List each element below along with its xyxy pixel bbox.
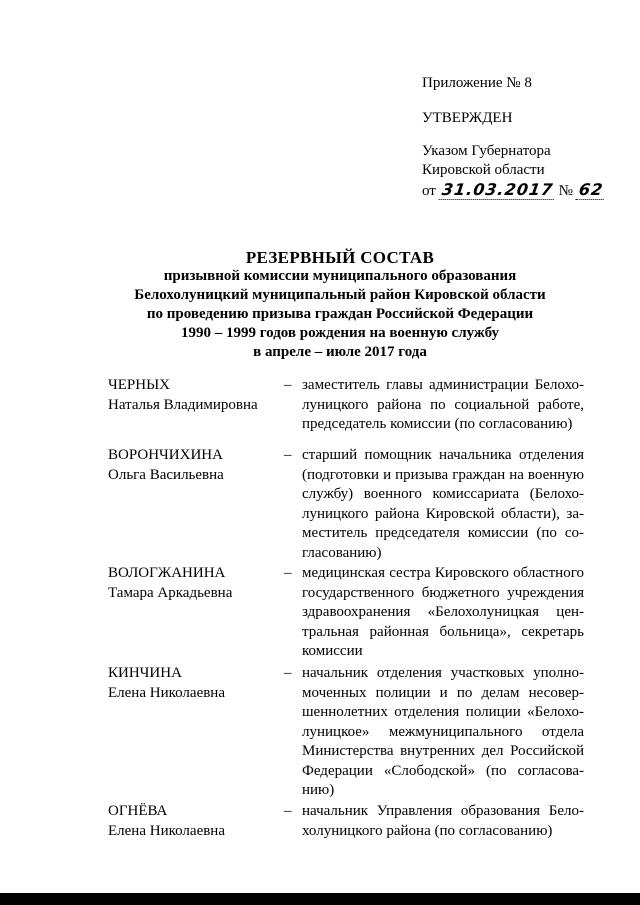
role-line: моченных полиции и по делам несовер-	[302, 684, 584, 701]
member-surname: ВОРОНЧИХИНА	[108, 447, 223, 463]
role-line: комиссии	[302, 643, 363, 659]
member-given-name: Елена Николаевна	[108, 822, 225, 839]
member-role	[302, 664, 584, 801]
dash-separator: –	[284, 803, 292, 819]
role-line: меститель председателя комиссии (по со-	[302, 525, 584, 541]
role-line: начальник Управления образования Бело-	[302, 803, 584, 819]
member-given-name: Наталья Владимировна	[108, 396, 258, 413]
role-line: (подготовки и призыва граждан на военную	[302, 466, 584, 483]
member-name	[108, 664, 278, 703]
role-line: здравоохранения «Белохолуницкая цен-	[302, 604, 584, 620]
member-name	[108, 376, 278, 415]
role-line: шеннолетних отделения полиции «Белохо-	[302, 704, 584, 720]
decree-number-handwritten: 62	[575, 180, 606, 200]
heading-line-2: Белохолуницкий муниципальный район Кировской области	[134, 287, 546, 303]
role-line: государственного бюджетного учреждения	[302, 584, 584, 601]
approved-label: УТВЕРЖДЕН	[422, 110, 513, 126]
member-given-name: Ольга Васильевна	[108, 466, 224, 483]
role-line: службу) военного комиссариата (Белохо-	[302, 486, 584, 502]
annex-number: Приложение № 8	[422, 75, 532, 91]
date-prefix: от	[422, 183, 436, 199]
role-line: начальник отделения участковых уполно-	[302, 665, 584, 681]
heading-line-1: призывной комиссии муниципального образования	[163, 268, 517, 284]
member-role	[302, 376, 584, 435]
member-name	[108, 564, 278, 603]
decree-date-handwritten: 31.03.2017	[438, 180, 556, 200]
role-line: луницкое» межмуниципального отдела	[302, 723, 584, 740]
dash-separator: –	[284, 565, 292, 581]
member-name	[108, 802, 278, 841]
document-title: РЕЗЕРВНЫЙ СОСТАВ	[245, 248, 435, 267]
member-role	[302, 446, 584, 563]
dash-separator: –	[284, 377, 292, 393]
member-surname: ЧЕРНЫХ	[108, 377, 170, 393]
heading-line-5: в апреле – июле 2017 года	[253, 344, 427, 360]
member-role	[302, 564, 584, 662]
role-line: председатель комиссии (по согласованию)	[302, 416, 573, 432]
document-heading	[100, 248, 580, 362]
decree-line-1: Указом Губернатора	[422, 143, 551, 159]
role-line: старший помощник начальника отделения	[302, 447, 584, 463]
role-line: луницкого района Кировской области), за-	[302, 505, 584, 522]
member-role	[302, 802, 584, 841]
decree-date-line	[422, 180, 622, 201]
member-given-name: Елена Николаевна	[108, 684, 225, 701]
scan-bottom-edge	[0, 893, 640, 905]
heading-line-4: 1990 – 1999 годов рождения на военную службу	[180, 325, 500, 341]
member-given-name: Тамара Аркадьевна	[108, 584, 233, 601]
dash-separator: –	[284, 665, 292, 681]
role-line: холуницкого района (по согласованию)	[302, 822, 553, 839]
role-line: медицинская сестра Кировского областного	[302, 565, 584, 581]
role-line: тральная районная больница», секретарь	[302, 623, 584, 640]
role-line: гласованию)	[302, 544, 382, 561]
member-surname: ВОЛОГЖАНИНА	[108, 565, 226, 581]
dash-separator: –	[284, 447, 292, 463]
role-line: заместитель главы администрации Белохо-	[302, 377, 584, 393]
role-line: Министерства внутренних дел Российской	[302, 743, 584, 759]
member-surname: КИНЧИНА	[108, 665, 182, 681]
member-name	[108, 446, 278, 485]
heading-line-3: по проведению призыва граждан Российской Федерации	[146, 306, 534, 322]
role-line: нию)	[302, 782, 335, 798]
member-surname: ОГНЁВА	[108, 803, 168, 819]
role-line: луницкого района по социальной работе,	[302, 396, 584, 413]
number-prefix: №	[558, 183, 573, 199]
role-line: Федерации «Слободской» (по согласова-	[302, 762, 584, 779]
approval-block	[422, 74, 622, 201]
decree-line-2: Кировской области	[422, 162, 545, 178]
